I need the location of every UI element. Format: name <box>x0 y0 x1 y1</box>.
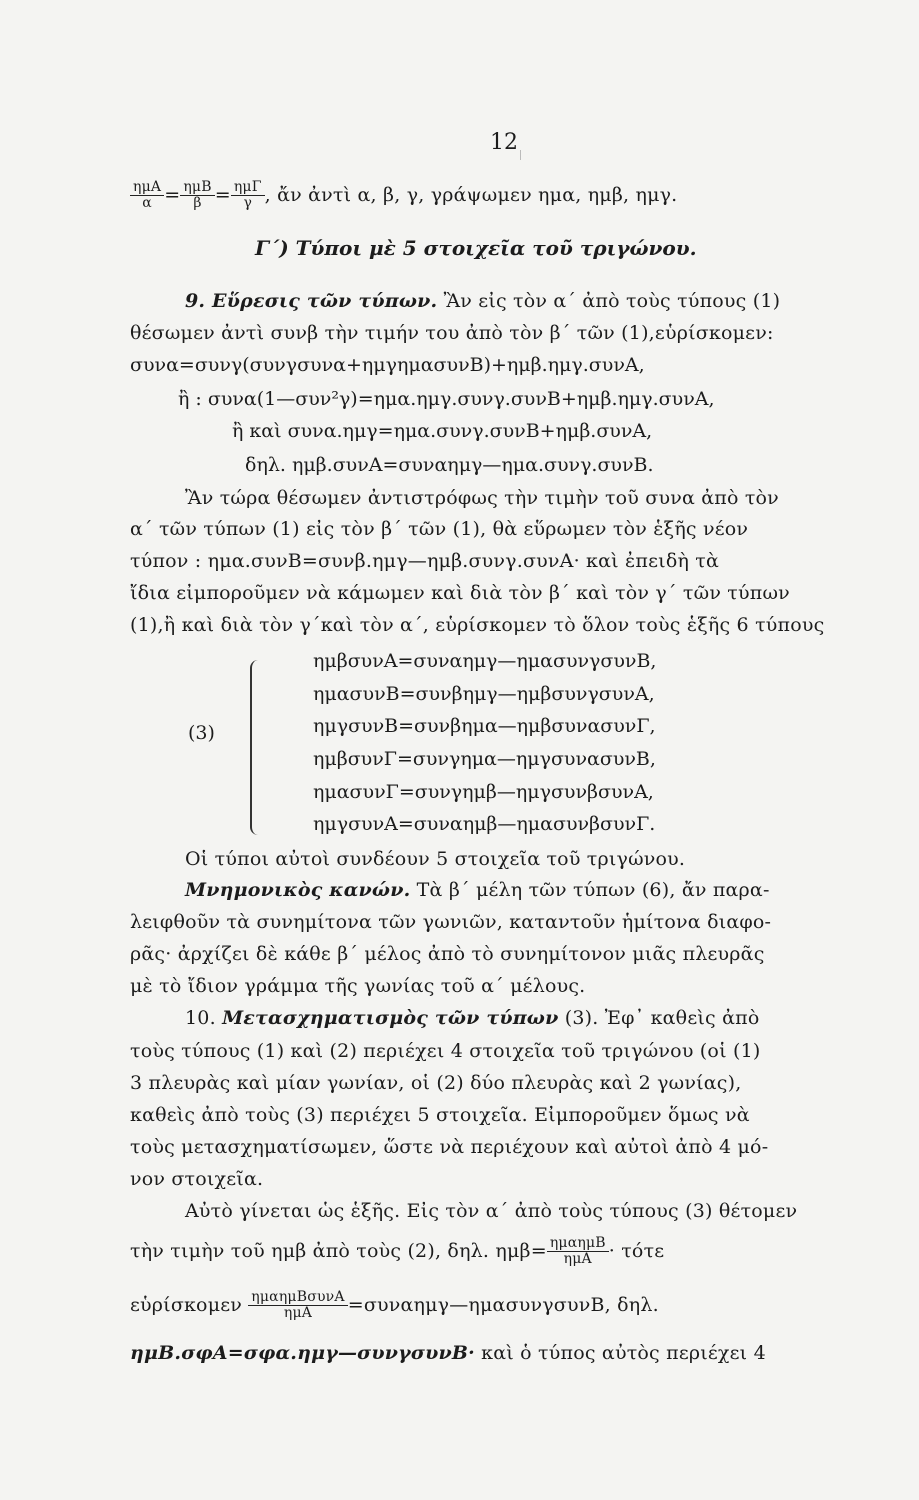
formula-5: ημασυνΓ=συνγημβ—ημγσυνβσυνΑ, <box>313 781 654 803</box>
sec9-line1: 9. Εὕρεσις τῶν τύπων. Ἂν εἰς τὸν α΄ ἀπὸ τοὺς τύπους (1) <box>185 290 781 312</box>
sec10-line5: τοὺς μετασχηματίσωμεν, ὥστε νὰ περιέχουν καὶ αὐτοὶ ἀπὸ 4 μό- <box>130 1136 769 1158</box>
formula-3: ημγσυνΒ=συνβημα—ημβσυνασυνΓ, <box>313 715 656 737</box>
formula-6: ημγσυνΑ=συναημβ—ημασυνβσυνΓ. <box>313 813 656 835</box>
para2-line4: ἴδια εἰμποροῦμεν νὰ κάμωμεν καὶ διὰ τὸν β΄ καὶ τὸν γ΄ τῶν τύπων <box>130 582 790 604</box>
formula-4: ημβσυνΓ=συνγημα—ημγσυνασυνΒ, <box>313 748 656 770</box>
para3-line1: Οἱ τύποι αὐτοὶ συνδέουν 5 στοιχεῖα τοῦ τριγώνου. <box>185 848 686 870</box>
rule-line1: Μνημονικὸς κανών. Τὰ β΄ μέλη τῶν τύπων (6), ἄν παρα- <box>185 879 770 901</box>
fraction-sinA: $\frac{\text{ημΑ}}{\alpha}$ <box>130 180 164 212</box>
equation-1: συνα=συνγ(συνγσυνα+ημγημασυνΒ)+ημβ.ημγ.συνΑ, <box>130 354 645 376</box>
brace <box>250 660 266 835</box>
sec10-line2: τοὺς τύπους (1) καὶ (2) περιέχει 4 στοιχεῖα τοῦ τριγώνου (οἱ (1) <box>130 1040 761 1062</box>
fraction-sinB: $\frac{\text{ημΒ}}{\beta}$ <box>180 180 214 212</box>
rule-line2: λειφθοῦν τὰ συνημίτονα τῶν γωνιῶν, καταντοῦν ἡμίτονα διαφο- <box>130 911 772 933</box>
formula-2: ημασυνΒ=συνβημγ—ημβσυνγσυνΑ, <box>313 683 655 705</box>
fraction-sinb: $\frac{\text{ημαημΒ}}{\text{ημΑ}}$ <box>547 1236 609 1268</box>
para4-line4: ημΒ.σφΑ=σφα.ημγ—συνγσυνΒ· καὶ ὁ τύπος αὐτὸς περιέχει 4 <box>130 1342 766 1364</box>
equation-3: ἢ καὶ συνα.ημγ=ημα.συνγ.συνΒ+ημβ.συνΑ, <box>232 420 653 442</box>
sec10-line6: νον στοιχεῖα. <box>130 1168 264 1190</box>
para2-line1: Ἂν τώρα θέσωμεν ἀντιστρόφως τὴν τιμὴν τοῦ συνα ἀπὸ τὸν <box>185 487 779 509</box>
formulas-label: (3) <box>188 722 215 744</box>
para2-line2: α΄ τῶν τύπων (1) εἰς τὸν β΄ τῶν (1), θὰ εὕρωμεν τὸν ἑξῆς νέον <box>130 518 749 540</box>
para2-line5: (1),ἢ καὶ διὰ τὸν γ΄καὶ τὸν α΄, εὑρίσκομεν τὸ ὅλον τοὺς ἑξῆς 6 τύπους <box>130 614 825 636</box>
para2-line3: τύπον : ημα.συνΒ=συνβ.ημγ—ημβ.συνγ.συνΑ· καὶ ἐπειδὴ τὰ <box>130 550 720 572</box>
page-number: 12 <box>490 130 518 155</box>
rule-line4: μὲ τὸ ἴδιον γράμμα τῆς γωνίας τοῦ α΄ μέλους. <box>130 975 586 997</box>
fraction-result: $\frac{\text{ημαημΒσυνΑ}}{\text{ημΑ}}$ <box>248 1290 347 1322</box>
para4-line2: τὴν τιμὴν τοῦ ημβ ἀπὸ τοὺς (2), δηλ. ημβ= $\frac{\text{ημαημΒ}}{\text{ημΑ}}$ · τότε <box>130 1235 665 1268</box>
sec9-line2: θέσωμεν ἀντὶ συνβ τὴν τιμήν του ἀπὸ τὸν β΄ τῶν (1),εὑρίσκομεν: <box>130 322 774 344</box>
formula-1: ημβσυνΑ=συναημγ—ημασυνγσυνΒ, <box>313 650 657 672</box>
section-heading: Γ΄) Τύποι μὲ 5 στοιχεῖα τοῦ τριγώνου. <box>255 236 697 260</box>
fraction-sinG: $\frac{\text{ημΓ}}{\gamma}$ <box>231 180 265 212</box>
line-top: $\frac{\text{ημΑ}}{\alpha}$ = $\frac{\text{ημΒ}}{\beta}$ = $\frac{\text{ημΓ}}{\gamma}$ , ἄν ἀντὶ α, β, γ, γράψωμεν ημα, ημβ, ημγ. <box>130 180 677 212</box>
sec10-line4: καθεὶς ἀπὸ τοὺς (3) περιέχει 5 στοιχεῖα. Εἰμποροῦμεν ὅμως νὰ <box>130 1104 750 1126</box>
equation-4: δηλ. ημβ.συνΑ=συναημγ—ημα.συνγ.συνΒ. <box>245 454 654 476</box>
rule-line3: ρᾶς· ἀρχίζει δὲ κάθε β΄ μέλος ἀπὸ τὸ συνημίτονον μιᾶς πλευρᾶς <box>130 943 765 965</box>
bleed-mark <box>520 150 521 160</box>
para4-line1: Αὐτὸ γίνεται ὡς ἑξῆς. Εἰς τὸν α΄ ἀπὸ τοὺς τύπους (3) θέτομεν <box>185 1200 798 1222</box>
sec10-line1: 10. Μετασχηματισμὸς τῶν τύπων (3). Ἐφ᾽ καθεὶς ἀπὸ <box>185 1007 760 1029</box>
equation-2: ἢ : συνα(1—συν²γ)=ημα.ημγ.συνγ.συνΒ+ημβ.ημγ.συνΑ, <box>178 388 715 410</box>
sec10-line3: 3 πλευρὰς καὶ μίαν γωνίαν, οἱ (2) δύο πλευρὰς καὶ 2 γωνίας), <box>130 1072 742 1094</box>
para4-line3: εὑρίσκομεν $\frac{\text{ημαημΒσυνΑ}}{\text{ημΑ}}$ =συναημγ—ημασυνγσυνΒ, δηλ. <box>130 1289 659 1322</box>
